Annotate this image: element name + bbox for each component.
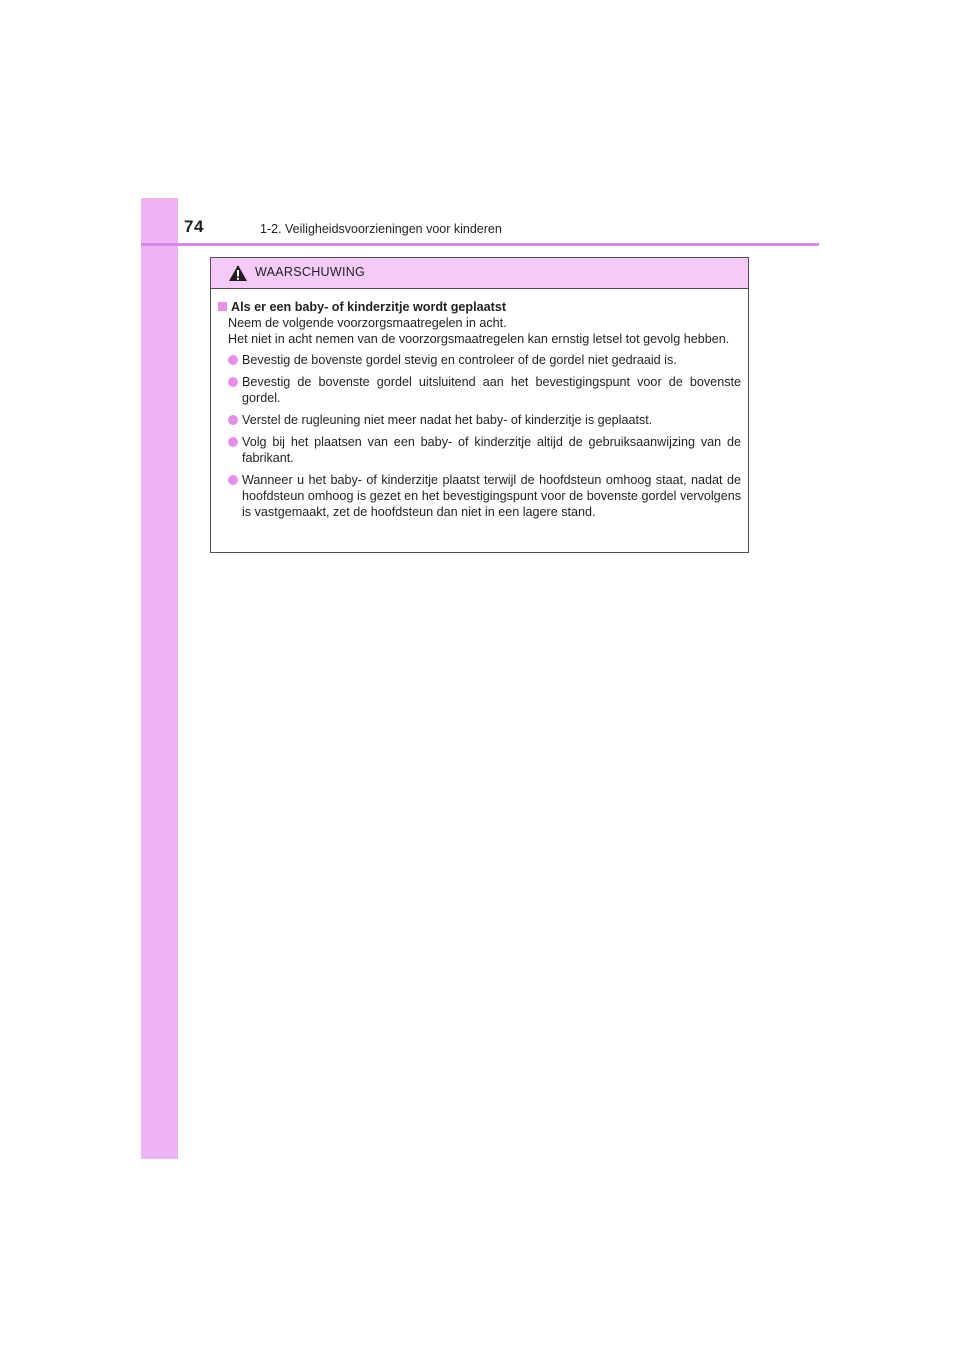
list-item <box>218 472 741 520</box>
warning-body <box>211 289 748 520</box>
list-item <box>218 434 741 466</box>
round-bullet-icon <box>228 475 238 485</box>
bullet-list <box>218 352 741 520</box>
list-item-text: Wanneer u het baby- of kinderzitje plaatst terwijl de hoofdsteun omhoog staat, nadat de hoofdsteun omhoog is gezet en het bevestigingspunt voor de bovenste gordel vervolgens is vastgemaakt, zet de hoofdsteun dan niet in een lagere stand. <box>242 473 741 519</box>
list-item-text: Volg bij het plaatsen van een baby- of kinderzitje altijd de gebruiksaanwijzing van de fabrikant. <box>242 435 741 465</box>
list-item <box>218 374 741 406</box>
square-bullet-icon <box>218 302 227 311</box>
list-item-text: Bevestig de bovenste gordel stevig en controleer of de gordel niet gedraaid is. <box>242 353 677 367</box>
round-bullet-icon <box>228 415 238 425</box>
list-item <box>218 412 741 428</box>
warning-header <box>211 258 748 289</box>
warning-box <box>210 257 749 553</box>
round-bullet-icon <box>228 377 238 387</box>
intro-line: Neem de volgende voorzorgsmaatregelen in acht. <box>228 316 507 330</box>
list-item-text: Bevestig de bovenste gordel uitsluitend aan het bevestigingspunt voor de bovenste gordel. <box>242 375 741 405</box>
section-title <box>218 299 741 315</box>
running-header: 1-2. Veiligheidsvoorzieningen voor kinderen <box>260 222 502 236</box>
section-title-text: Als er een baby- of kinderzitje wordt geplaatst <box>231 300 507 314</box>
list-item <box>218 352 741 368</box>
intro-line: Het niet in acht nemen van de voorzorgsmaatregelen kan ernstig letsel tot gevolg hebben. <box>228 332 730 346</box>
chapter-side-band <box>141 198 178 1159</box>
header-rule <box>141 243 819 246</box>
warning-title: WAARSCHUWING <box>255 265 366 279</box>
warning-triangle-icon <box>228 264 248 282</box>
round-bullet-icon <box>228 437 238 447</box>
list-item-text: Verstel de rugleuning niet meer nadat het baby- of kinderzitje is geplaatst. <box>242 413 653 427</box>
round-bullet-icon <box>228 355 238 365</box>
page-number: 74 <box>184 217 204 236</box>
intro-text <box>218 315 741 347</box>
